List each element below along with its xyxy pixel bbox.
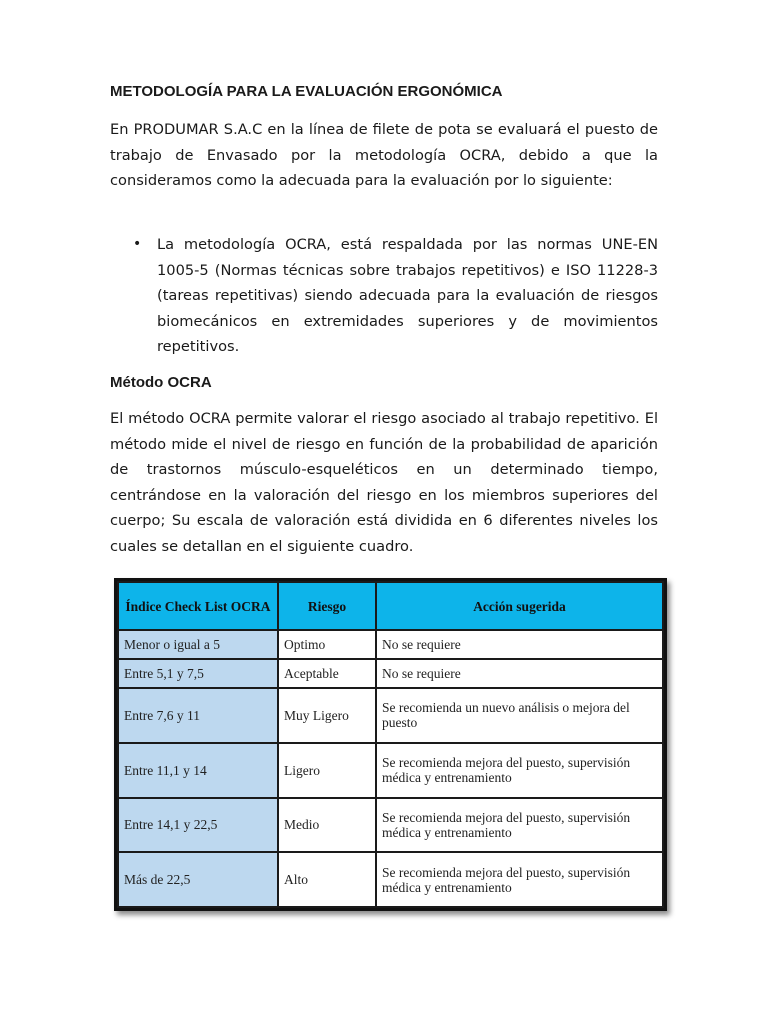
table-header: Riesgo: [278, 582, 376, 630]
table-cell-risk: Alto: [278, 852, 376, 907]
table-row: [118, 659, 663, 688]
table-cell-index: Menor o igual a 5: [118, 630, 278, 659]
table-cell-risk: Muy Ligero: [278, 688, 376, 743]
intro-paragraph: En PRODUMAR S.A.C en la línea de filete de pota se evaluará el puesto de trabajo de Envasado por la metodología OCRA, debido a que la consideramos como la adecuada para la evaluación por lo siguiente:: [110, 121, 658, 189]
table-cell-risk: Ligero: [278, 743, 376, 798]
bullet-text: La metodología OCRA, está respaldada por las normas UNE-EN 1005-5 (Normas técnicas sobre trabajos repetitivos) e ISO 11228-3 (tareas repetitivas) siendo adecuada para la evaluación de riesgos biomecánicos en extremidades superiores y de movimientos repetitivos.: [157, 236, 658, 355]
table-cell-index: Entre 7,6 y 11: [118, 688, 278, 743]
table-cell-index: Entre 5,1 y 7,5: [118, 659, 278, 688]
table-header: Acción sugerida: [376, 582, 663, 630]
table-header-row: [118, 582, 663, 630]
table-cell-action: Se recomienda mejora del puesto, supervisión médica y entrenamiento: [376, 852, 663, 907]
table-cell-action: Se recomienda mejora del puesto, supervisión médica y entrenamiento: [376, 798, 663, 853]
section-paragraph: El método OCRA permite valorar el riesgo asociado al trabajo repetitivo. El método mide el nivel de riesgo en función de la probabilidad de aparición de trastornos músculo-esqueléticos en un determinado tiempo, centrándose en la valoración del riesgo en los miembros superiores del cuerpo; Su escala de valoración está dividida en 6 diferentes niveles los cuales se detallan en el siguiente cuadro.: [110, 410, 658, 555]
section-title: Método OCRA: [110, 374, 212, 391]
bullet-list: [133, 232, 658, 360]
table-cell-index: Entre 14,1 y 22,5: [118, 798, 278, 853]
ocra-table-image: [114, 578, 667, 911]
table-cell-action: Se recomienda mejora del puesto, supervisión médica y entrenamiento: [376, 743, 663, 798]
table-row: [118, 798, 663, 853]
table-cell-action: No se requiere: [376, 659, 663, 688]
table-header: Índice Check List OCRA: [118, 582, 278, 630]
table-cell-risk: Optimo: [278, 630, 376, 659]
table-cell-action: No se requiere: [376, 630, 663, 659]
table-cell-index: Más de 22,5: [118, 852, 278, 907]
table-row: [118, 743, 663, 798]
ocra-table: [117, 581, 664, 908]
page-title: METODOLOGÍA PARA LA EVALUACIÓN ERGONÓMICA: [110, 83, 503, 100]
table-row: [118, 688, 663, 743]
list-item: [133, 232, 658, 360]
table-cell-risk: Medio: [278, 798, 376, 853]
table-cell-index: Entre 11,1 y 14: [118, 743, 278, 798]
table-row: [118, 630, 663, 659]
table-cell-risk: Aceptable: [278, 659, 376, 688]
table-cell-action: Se recomienda un nuevo análisis o mejora del puesto: [376, 688, 663, 743]
bullet-icon: •: [133, 236, 142, 252]
table-row: [118, 852, 663, 907]
